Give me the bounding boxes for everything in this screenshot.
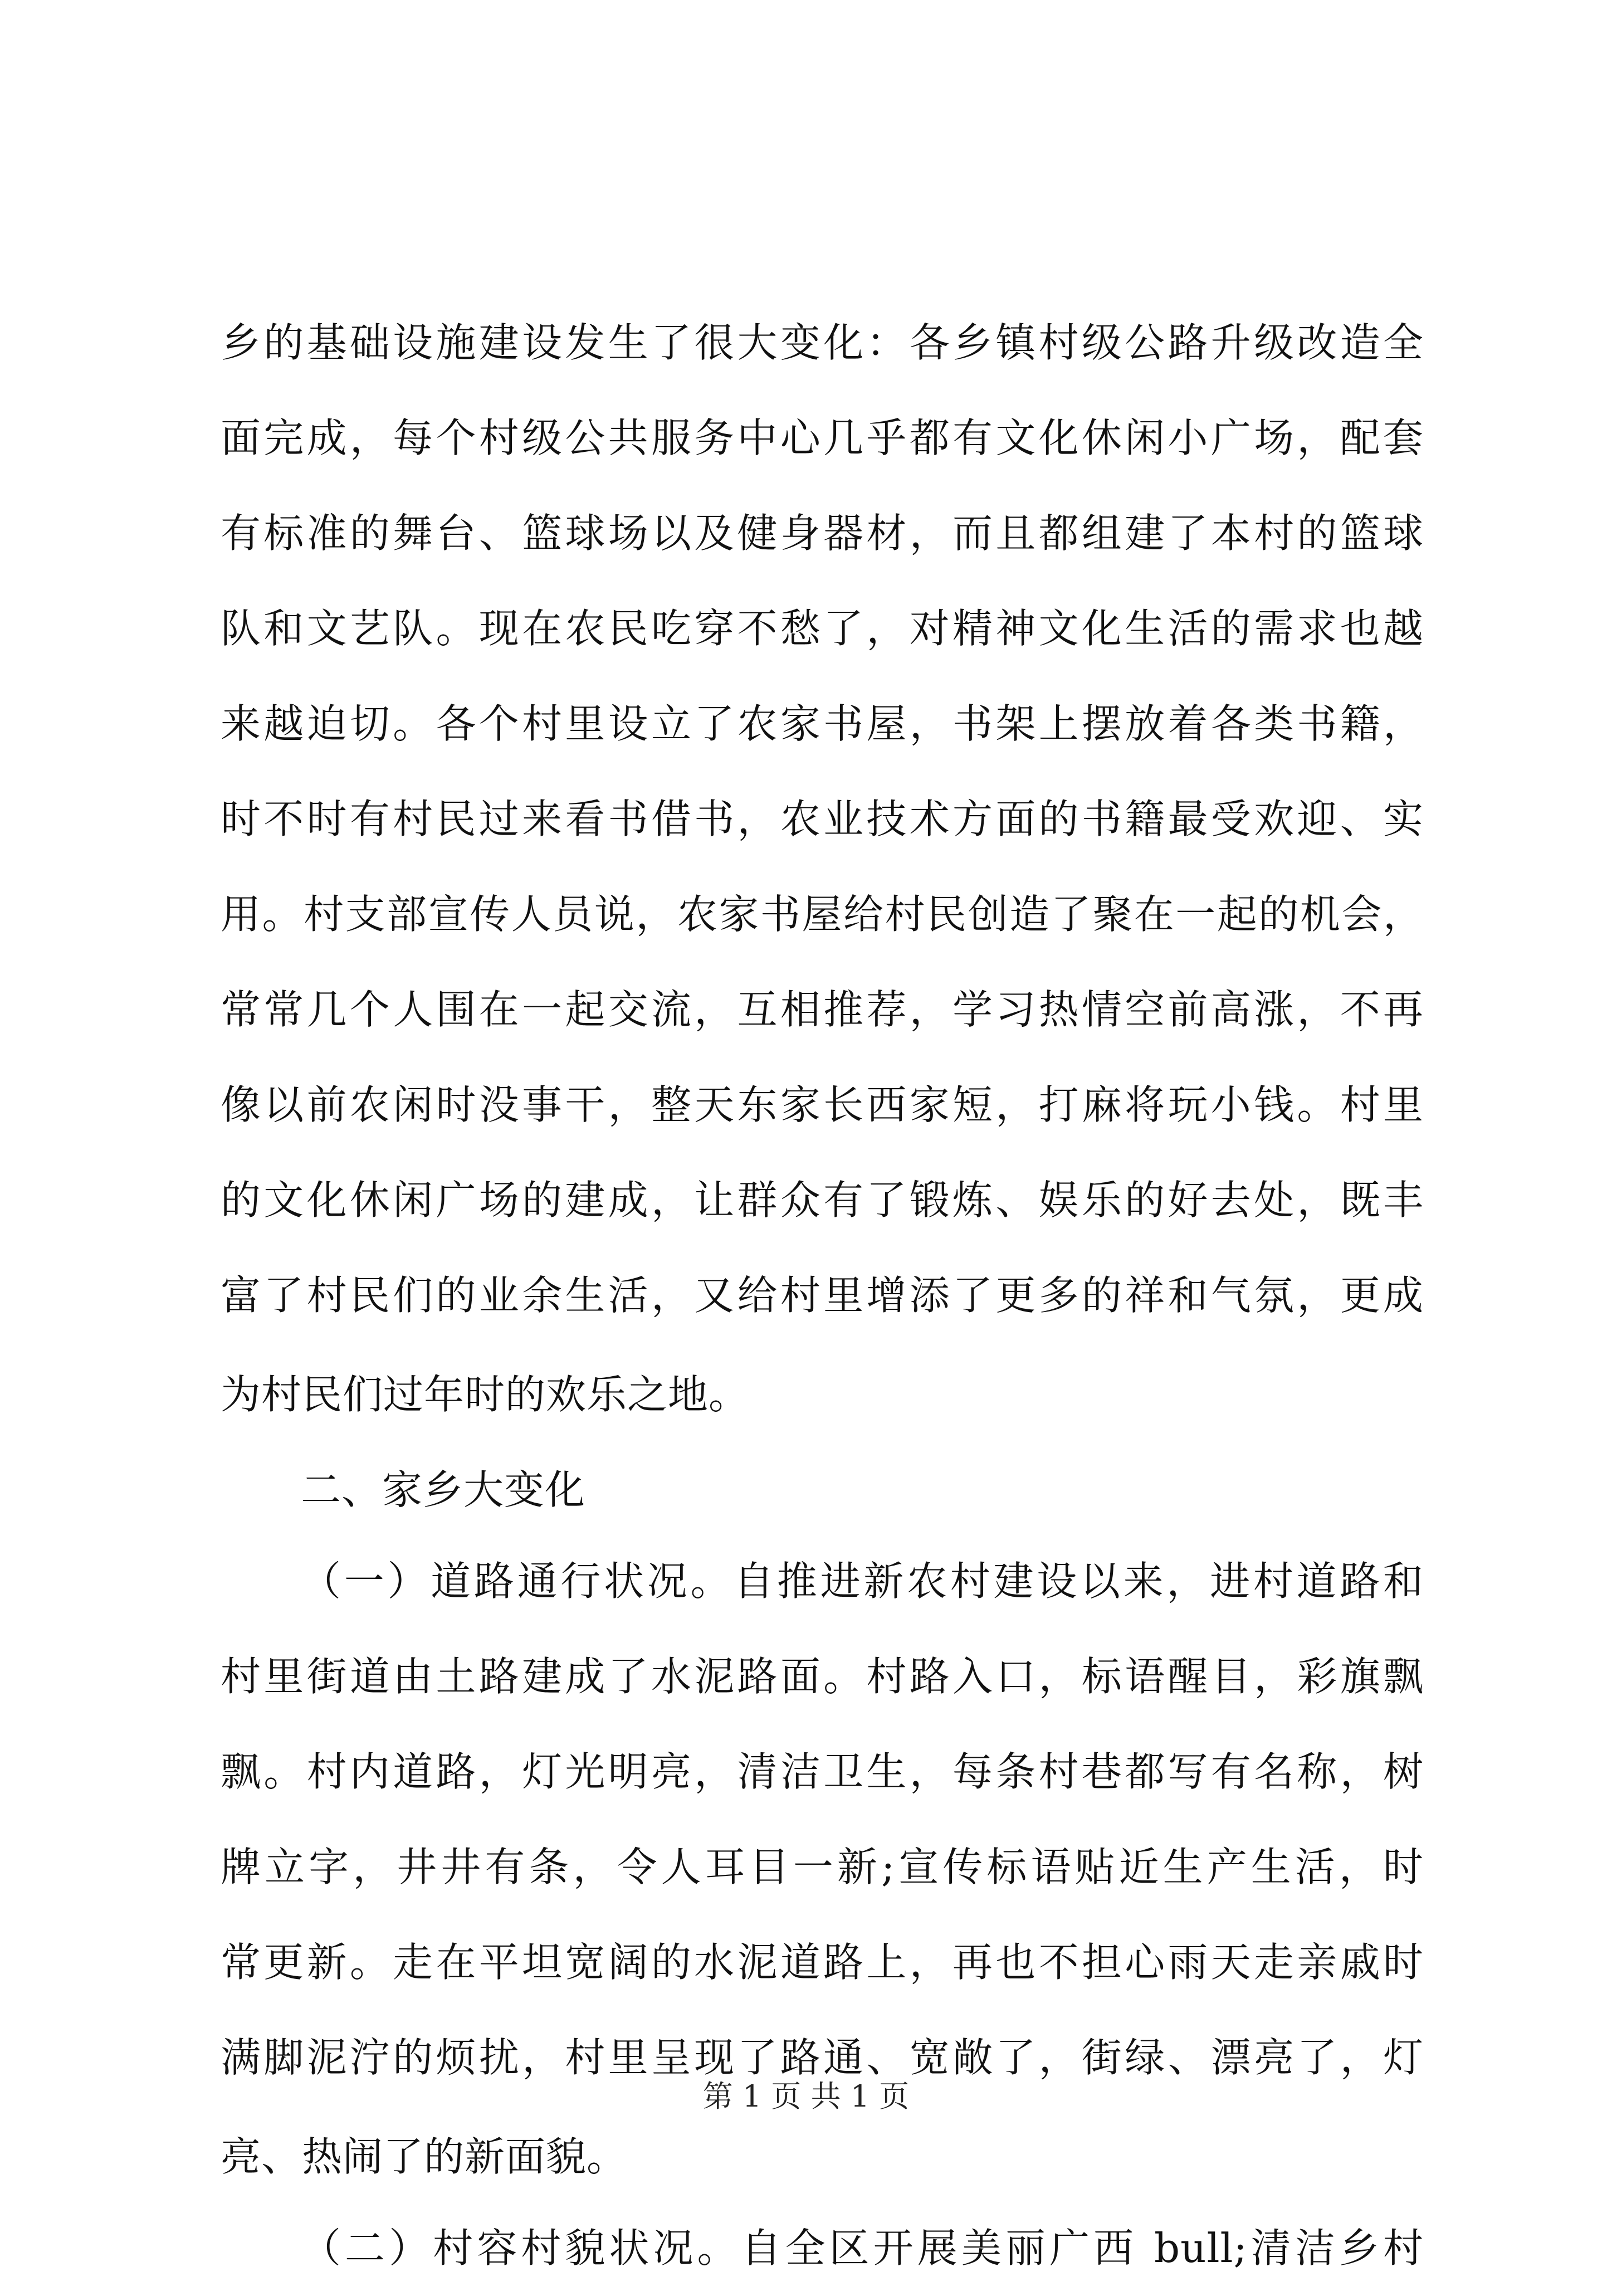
text-line: 常更新。走在平坦宽阔的水泥道路上，再也不担心雨天走亲戚时 <box>221 1939 1424 1986</box>
text-line: （一）道路通行状况。自推进新农村建设以来，进村道路和 <box>301 1558 1424 1605</box>
body-text <box>221 295 1424 2296</box>
text-line: 牌立字，井井有条，令人耳目一新;宣传标语贴近生产生活，时 <box>221 1844 1424 1890</box>
text-line: 富了村民们的业余生活，又给村里增添了更多的祥和气氛，更成 <box>221 1272 1424 1319</box>
page-footer: 第 1 页 共 1 页 <box>702 2079 910 2114</box>
text-line: 面完成，每个村级公共服务中心几乎都有文化休闲小广场，配套 <box>221 415 1424 461</box>
text-line: 来越迫切。各个村里设立了农家书屋，书架上摆放着各类书籍， <box>221 700 1424 747</box>
text-line: 满脚泥泞的烦扰，村里呈现了路通、宽敞了，街绿、漂亮了，灯 <box>221 2034 1424 2081</box>
text-line: 的文化休闲广场的建成，让群众有了锻炼、娱乐的好去处，既丰 <box>221 1177 1424 1223</box>
text-line: 飘。村内道路，灯光明亮，清洁卫生，每条村巷都写有名称，树 <box>221 1748 1424 1795</box>
text-line: 乡的基础设施建设发生了很大变化：各乡镇村级公路升级改造全 <box>221 319 1424 366</box>
text-line: 用。村支部宣传人员说，农家书屋给村民创造了聚在一起的机会， <box>221 891 1424 938</box>
text-line: 有标准的舞台、篮球场以及健身器材，而且都组建了本村的篮球 <box>221 510 1424 557</box>
text-line: 常常几个人围在一起交流，互相推荐，学习热情空前高涨，不再 <box>221 986 1424 1033</box>
text-line: 二、家乡大变化 <box>301 1466 586 1513</box>
text-line: 时不时有村民过来看书借书，农业技术方面的书籍最受欢迎、实 <box>221 796 1424 842</box>
text-line: 亮、热闹了的新面貌。 <box>221 2133 628 2180</box>
text-line: 村里街道由土路建成了水泥路面。村路入口，标语醒目，彩旗飘 <box>221 1653 1424 1700</box>
text-line: 队和文艺队。现在农民吃穿不愁了，对精神文化生活的需求也越 <box>221 605 1424 652</box>
text-line: （二）村容村貌状况。自全区开展美丽广西 bull;清洁乡村 <box>301 2225 1424 2271</box>
text-line: 为村民们过年时的欢乐之地。 <box>221 1371 750 1418</box>
text-line: 像以前农闲时没事干，整天东家长西家短，打麻将玩小钱。村里 <box>221 1081 1424 1128</box>
